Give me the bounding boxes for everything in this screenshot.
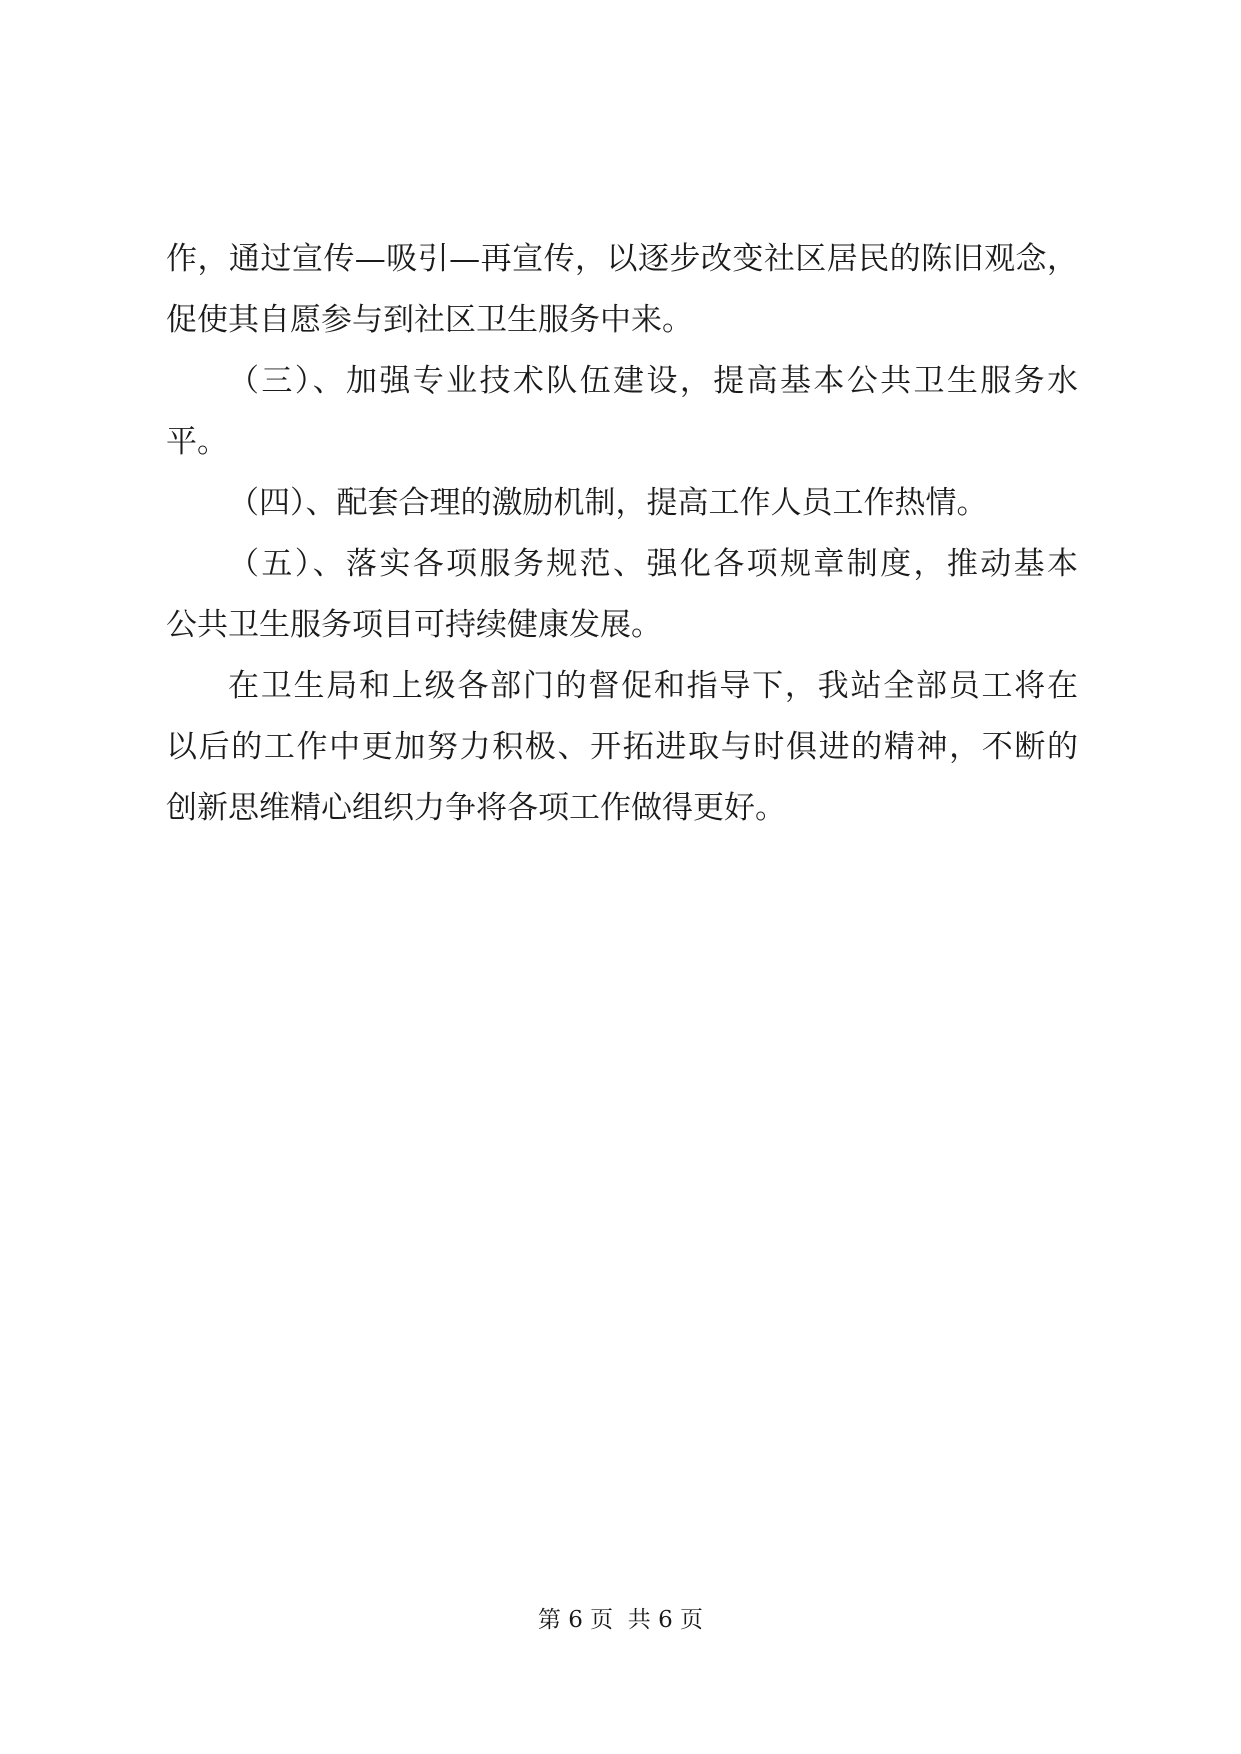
paragraph-item-five [166, 534, 1078, 656]
paragraph-line: 在卫生局和上级各部门的督促和指导下，我站全部员工将在 [228, 668, 1078, 704]
paragraph-line: 促使其自愿参与到社区卫生服务中来。 [166, 302, 693, 338]
paragraph-item-four [166, 473, 1078, 534]
paragraph-line: 作，通过宣传—吸引—再宣传，以逐步改变社区居民的陈旧观念， [166, 241, 1078, 277]
paragraph-line: 以后的工作中更加努力积极、开拓进取与时俱进的精神，不断的 [166, 729, 1078, 765]
paragraph-line: （五）、落实各项服务规范、强化各项规章制度，推动基本 [228, 546, 1078, 582]
paragraph-line: 公共卫生服务项目可持续健康发展。 [166, 607, 662, 643]
page-footer [0, 1604, 1241, 1636]
paragraph-line: （四）、配套合理的激励机制，提高工作人员工作热情。 [228, 485, 988, 521]
paragraph-item-three [166, 351, 1078, 473]
document-body [166, 229, 1078, 839]
paragraph-line: （三）、加强专业技术队伍建设，提高基本公共卫生服务水 [228, 363, 1078, 399]
paragraph-publicity [166, 229, 1078, 351]
paragraph-conclusion [166, 656, 1078, 839]
paragraph-line: 平。 [166, 424, 228, 460]
paragraph-line: 创新思维精心组织力争将各项工作做得更好。 [166, 790, 786, 826]
page-number-label: 第 6 页 共 6 页 [537, 1607, 704, 1633]
